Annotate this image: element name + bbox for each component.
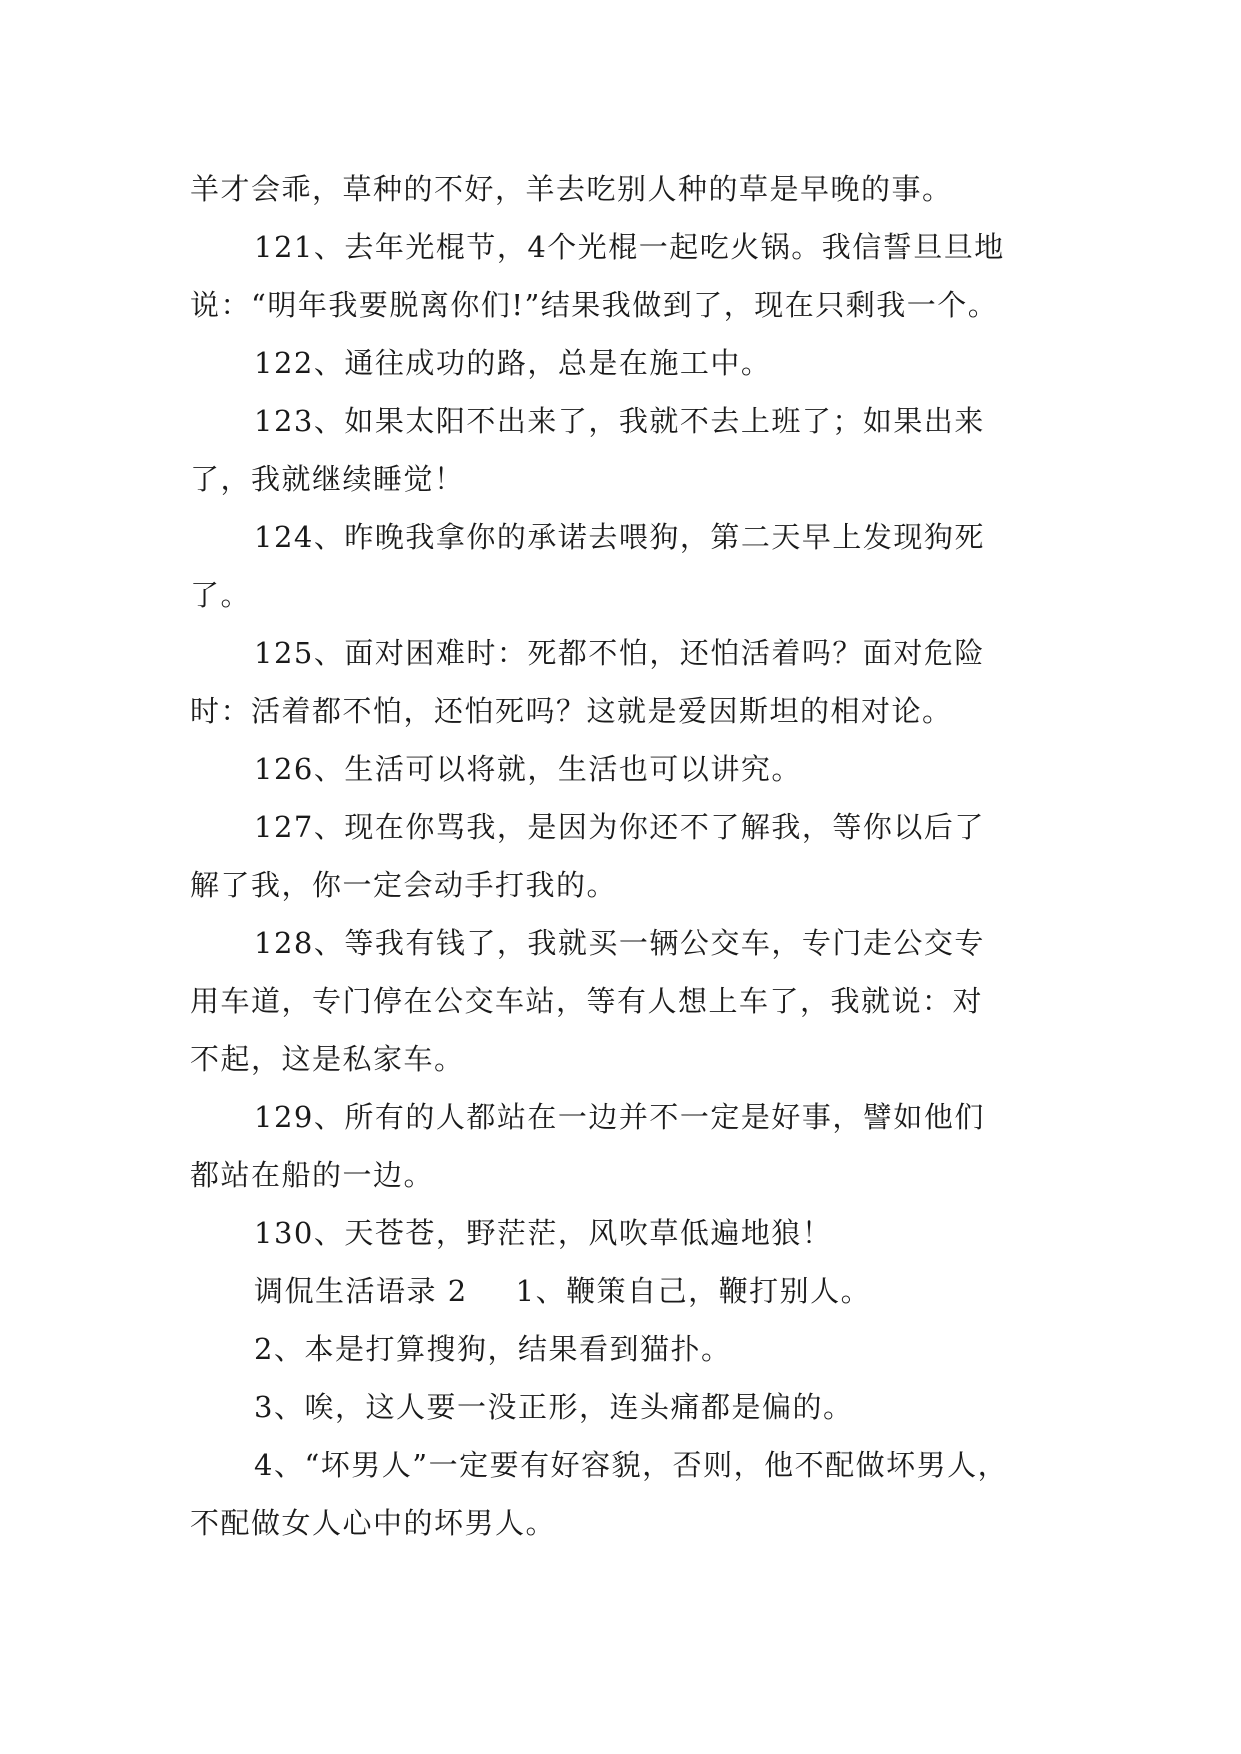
text-line: 121、去年光棍节，4个光棍一起吃火锅。我信誓旦旦地 [254, 230, 1005, 264]
text-line: 123、如果太阳不出来了，我就不去上班了；如果出来 [254, 404, 985, 438]
text-line: 130、天苍苍，野茫茫，风吹草低遍地狼！ [254, 1216, 833, 1250]
text-line: 时：活着都不怕，还怕死吗？这就是爱因斯坦的相对论。 [190, 694, 953, 728]
text-line: 4、“坏男人”一定要有好容貌，否则，他不配做坏男人， [254, 1448, 1009, 1482]
text-line: 了，我就继续睡觉！ [190, 462, 465, 496]
text-line: 用车道，专门停在公交车站，等有人想上车了，我就说：对 [190, 984, 984, 1018]
text-line: 125、面对困难时：死都不怕，还怕活着吗？面对危险 [254, 636, 985, 670]
text-line: 说：“明年我要脱离你们!”结果我做到了，现在只剩我一个。 [190, 288, 999, 322]
text-line: 122、通往成功的路，总是在施工中。 [254, 346, 772, 380]
text-line: 124、昨晚我拿你的承诺去喂狗，第二天早上发现狗死 [254, 520, 985, 554]
text-line: 解了我，你一定会动手打我的。 [190, 868, 618, 902]
text-line: 了。 [190, 578, 252, 612]
section-heading: 调侃生活语录 2 [254, 1274, 468, 1308]
text-line: 126、生活可以将就，生活也可以讲究。 [254, 752, 802, 786]
document-body [190, 160, 1065, 1552]
text-line: 不起，这是私家车。 [190, 1042, 465, 1076]
text-line: 羊才会乖，草种的不好，羊去吃别人种的草是早晚的事。 [190, 172, 953, 206]
text-line: 129、所有的人都站在一边并不一定是好事，譬如他们 [254, 1100, 985, 1134]
text-line: 2、本是打算搜狗，结果看到猫扑。 [254, 1332, 732, 1366]
text-line: 3、唉，这人要一没正形，连头痛都是偏的。 [254, 1390, 854, 1424]
text-line: 128、等我有钱了，我就买一辆公交车，专门走公交专 [254, 926, 985, 960]
text-line: 不配做女人心中的坏男人。 [190, 1506, 557, 1540]
section-heading-line [190, 1262, 1065, 1320]
section-first-item: 1、鞭策自己，鞭打别人。 [515, 1274, 872, 1308]
text-line: 127、现在你骂我，是因为你还不了解我，等你以后了 [254, 810, 985, 844]
text-line: 都站在船的一边。 [190, 1158, 435, 1192]
